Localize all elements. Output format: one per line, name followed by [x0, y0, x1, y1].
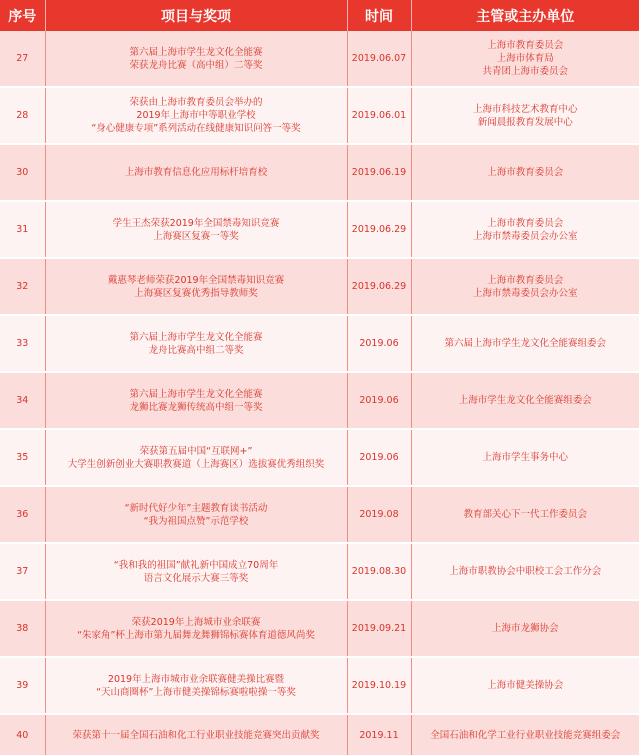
row-org: [411, 543, 639, 600]
row-item: [45, 657, 347, 714]
row-org: [411, 201, 639, 258]
table-row: [0, 600, 639, 657]
header-org: 主管或主办单位: [411, 0, 639, 31]
row-date: 2019.06.29: [347, 258, 411, 315]
row-number: 31: [0, 201, 45, 258]
row-number: 35: [0, 429, 45, 486]
item-line: 语言文化展示大赛三等奖: [143, 572, 249, 584]
item-line: 龙狮比赛龙狮传统高中组一等奖: [129, 401, 263, 413]
row-item: [45, 429, 347, 486]
org-line: 上海市教育委员会: [487, 40, 564, 51]
org-line: 上海市禁毒委员会办公室: [472, 287, 578, 299]
table-row: [0, 201, 639, 258]
row-org: [411, 144, 639, 201]
header-date: 时间: [347, 0, 411, 31]
table-row: [0, 31, 639, 87]
row-org: [411, 31, 639, 87]
row-org: [411, 315, 639, 372]
item-line: 荣获第五届中国“互联网+”: [139, 445, 253, 457]
item-line: 荣获第十一届全国石油和化工行业职业技能竞赛突出贡献奖: [72, 729, 320, 741]
table-row: [0, 714, 639, 755]
row-date: 2019.06.07: [347, 31, 411, 87]
row-date: 2019.09.21: [347, 600, 411, 657]
item-line: 上海赛区复赛一等奖: [153, 230, 239, 242]
table-row: [0, 258, 639, 315]
table-row: [0, 144, 639, 201]
row-org: [411, 372, 639, 429]
item-line: “朱家角”杯上海市第九届舞龙舞狮锦标赛体育道德风尚奖: [77, 629, 315, 641]
row-number: 28: [0, 87, 45, 144]
item-line: “天山商圈杯”上海市健美操锦标赛啦啦操一等奖: [96, 686, 296, 698]
row-number: 39: [0, 657, 45, 714]
item-line: “我和我的祖国”献礼新中国成立70周年: [113, 559, 279, 571]
row-number: 32: [0, 258, 45, 315]
row-date: 2019.10.19: [347, 657, 411, 714]
org-line: 上海市科技艺术教育中心: [472, 103, 578, 115]
table-header: [0, 0, 639, 31]
row-org: [411, 429, 639, 486]
row-date: 2019.08.30: [347, 543, 411, 600]
row-item: [45, 714, 347, 755]
item-line: 上海赛区复赛优秀指导教师奖: [134, 287, 258, 299]
row-item: [45, 258, 347, 315]
org-line: 上海市教育委员会: [487, 167, 564, 178]
org-line: 教育部关心下一代工作委员会: [463, 509, 587, 520]
table-row: [0, 87, 639, 144]
row-number: 30: [0, 144, 45, 201]
item-line: 荣获龙舟比赛（高中组）二等奖: [129, 59, 263, 71]
org-line: 共青团上海市委员会: [482, 66, 568, 77]
row-date: 2019.06.19: [347, 144, 411, 201]
org-line: 上海市体育局: [496, 53, 554, 64]
row-item: [45, 543, 347, 600]
org-line: 上海市学生事务中心: [482, 452, 568, 463]
row-item: [45, 600, 347, 657]
table-row: [0, 372, 639, 429]
org-line: 上海市职教协会中职校工会工作分会: [449, 566, 602, 577]
row-org: [411, 87, 639, 144]
item-line: 大学生创新创业大赛职教赛道（上海赛区）选拔赛优秀组织奖: [67, 458, 325, 470]
item-line: “我为祖国点赞”示范学校: [143, 515, 249, 527]
org-line: 全国石油和化学工业行业职业技能竞赛组委会: [430, 729, 621, 741]
item-line: 第六届上海市学生龙文化全能赛: [129, 331, 263, 343]
item-line: 龙舟比赛高中组二等奖: [148, 344, 244, 356]
item-line: 荣获2019年上海城市业余联赛: [131, 616, 261, 628]
row-date: 2019.11: [347, 714, 411, 755]
row-number: 34: [0, 372, 45, 429]
table-body: [0, 31, 639, 755]
table-row: [0, 543, 639, 600]
org-line: 上海市学生龙文化全能赛组委会: [458, 395, 592, 406]
row-org: [411, 714, 639, 755]
org-line: 上海市禁毒委员会办公室: [472, 230, 578, 242]
org-line: 上海市教育委员会: [487, 274, 564, 286]
row-org: [411, 258, 639, 315]
item-line: 戴惠琴老师荣获2019年全国禁毒知识竞赛: [107, 274, 285, 286]
item-line: 第六届上海市学生龙文化全能赛: [129, 388, 263, 400]
item-line: 荣获由上海市教育委员会举办的: [129, 97, 263, 108]
item-line: 上海市教育信息化应用标杆培育校: [124, 167, 268, 178]
item-line: “新时代好少年”主题教育读书活动: [124, 502, 268, 514]
row-item: [45, 315, 347, 372]
table-row: [0, 429, 639, 486]
row-date: 2019.06.29: [347, 201, 411, 258]
row-item: [45, 372, 347, 429]
org-line: 上海市健美操协会: [487, 680, 564, 691]
row-number: 36: [0, 486, 45, 543]
row-org: [411, 657, 639, 714]
table-row: [0, 315, 639, 372]
org-line: 上海市教育委员会: [487, 217, 564, 229]
item-line: 第六届上海市学生龙文化全能赛: [129, 46, 263, 58]
row-org: [411, 486, 639, 543]
row-org: [411, 600, 639, 657]
row-item: [45, 144, 347, 201]
row-item: [45, 87, 347, 144]
row-item: [45, 486, 347, 543]
table-row: [0, 486, 639, 543]
org-line: 上海市龙狮协会: [491, 623, 559, 634]
row-number: 40: [0, 714, 45, 755]
row-item: [45, 201, 347, 258]
row-item: [45, 31, 347, 87]
row-date: 2019.06: [347, 372, 411, 429]
row-number: 33: [0, 315, 45, 372]
header-row: [0, 0, 639, 31]
org-line: 新闻晨报教育发展中心: [477, 116, 573, 128]
row-date: 2019.06: [347, 315, 411, 372]
row-date: 2019.06.01: [347, 87, 411, 144]
row-date: 2019.08: [347, 486, 411, 543]
item-line: 2019年上海市中等职业学校: [136, 110, 256, 121]
row-date: 2019.06: [347, 429, 411, 486]
header-no: 序号: [0, 0, 45, 31]
table-row: [0, 657, 639, 714]
item-line: 学生王杰荣获2019年全国禁毒知识竞赛: [112, 217, 280, 229]
item-line: 2019年上海市城市业余联赛健美操比赛暨: [107, 673, 285, 685]
row-number: 38: [0, 600, 45, 657]
item-line: “身心健康专项”系列活动在线健康知识问答一等奖: [91, 123, 301, 134]
row-number: 27: [0, 31, 45, 87]
header-item: 项目与奖项: [45, 0, 347, 31]
row-number: 37: [0, 543, 45, 600]
org-line: 第六届上海市学生龙文化全能赛组委会: [444, 338, 606, 349]
